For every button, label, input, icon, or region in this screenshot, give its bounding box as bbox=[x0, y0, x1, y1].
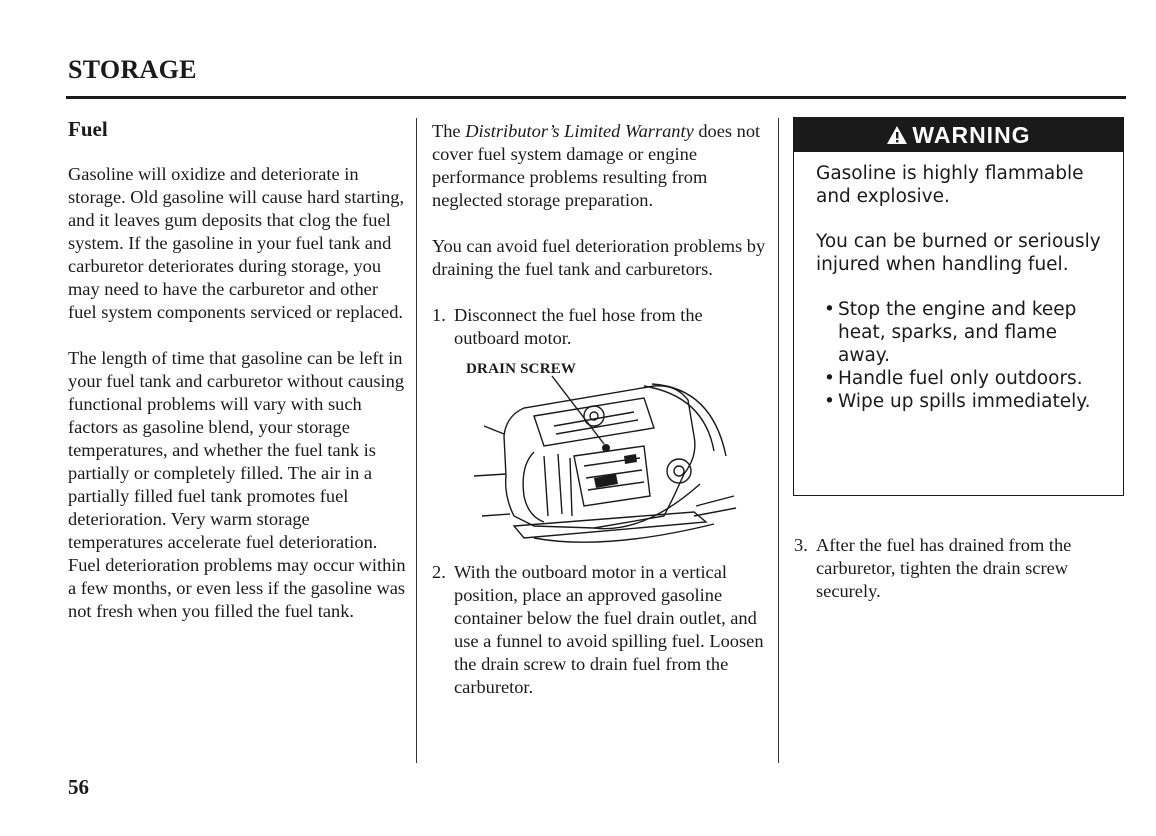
warning-header bbox=[794, 118, 1123, 152]
page-number: 56 bbox=[68, 775, 89, 799]
column-divider-left bbox=[416, 118, 417, 763]
warning-body bbox=[794, 152, 1123, 413]
step-text: After the fuel has drained from the carburetor, tighten the drain screw securely. bbox=[816, 535, 1072, 601]
middle-column bbox=[432, 120, 766, 719]
steps-list-middle-2 bbox=[432, 561, 766, 699]
warning-line-1: Gasoline is highly flammable and explosive. bbox=[816, 163, 1084, 207]
figure-label-drain-screw: DRAIN SCREW bbox=[466, 361, 577, 377]
step-1 bbox=[432, 304, 766, 350]
page-title: STORAGE bbox=[68, 55, 197, 84]
drain-screw-marker bbox=[602, 444, 610, 452]
step-number: 2. bbox=[432, 562, 446, 582]
outboard-carburetor-illustration bbox=[444, 356, 744, 551]
right-column bbox=[794, 534, 1126, 623]
warning-line-2: You can be burned or seriously injured when handling fuel. bbox=[816, 231, 1101, 275]
bullet-icon: • bbox=[824, 391, 835, 412]
warning-bullet-list bbox=[816, 298, 1109, 413]
title-rule bbox=[66, 96, 1126, 99]
step-text: Disconnect the fuel hose from the outboard motor. bbox=[454, 305, 703, 348]
avoid-paragraph: You can avoid fuel deterioration problems by draining the fuel tank and carburetors. bbox=[432, 236, 766, 279]
warning-bullet: • Wipe up spills immediately. bbox=[824, 391, 1091, 412]
warranty-paragraph: The Distributor’s Limited Warranty does not cover fuel system damage or engine performance problems resulting from neglected storage preparation. bbox=[432, 121, 761, 210]
fuel-paragraph-2: The length of time that gasoline can be left in your fuel tank and carburetor without causing functional problems will vary with such factors as gasoline blend, your storage temperatures, and whether the fuel tank is partially or completely filled. The air in a partially filled fuel tank promotes fuel deterioration. Very warm storage temperatures accelerate fuel deterioration. Fuel deterioration problems may occur within a few months, or even less if the gasoline was not fresh when you filled the fuel tank. bbox=[68, 348, 406, 621]
step-text: With the outboard motor in a vertical position, place an approved gasoline container below the fuel drain outlet, and use a funnel to avoid spilling fuel. Loosen the drain screw to drain fuel from the carburetor. bbox=[454, 562, 764, 697]
section-heading-fuel: Fuel bbox=[68, 117, 108, 141]
step-2 bbox=[432, 561, 766, 699]
step-number: 1. bbox=[432, 305, 446, 325]
column-divider-right bbox=[778, 118, 779, 763]
warning-box bbox=[793, 117, 1124, 496]
steps-list-middle bbox=[432, 304, 766, 350]
warning-label: WARNING bbox=[912, 121, 1031, 148]
warning-triangle-icon bbox=[886, 125, 908, 145]
drain-screw-figure bbox=[444, 356, 744, 551]
warranty-title: Distributor’s Limited Warranty bbox=[465, 121, 694, 141]
bullet-icon: • bbox=[824, 299, 835, 320]
fuel-paragraph-1: Gasoline will oxidize and deteriorate in storage. Old gasoline will cause hard starting, and it leaves gum deposits that clog the fuel system. If the gasoline in your fuel tank and carburetor deteriorates during storage, you may need to have the carburetor and other fuel system components serviced or replaced. bbox=[68, 164, 405, 322]
steps-list-right bbox=[794, 534, 1126, 603]
bullet-icon: • bbox=[824, 368, 835, 389]
left-column bbox=[68, 118, 406, 646]
step-3 bbox=[794, 534, 1126, 603]
warning-bullet: • Stop the engine and keep heat, sparks, and flame away. bbox=[824, 299, 1077, 366]
warning-bullet: • Handle fuel only outdoors. bbox=[824, 368, 1083, 389]
step-number: 3. bbox=[794, 535, 808, 555]
